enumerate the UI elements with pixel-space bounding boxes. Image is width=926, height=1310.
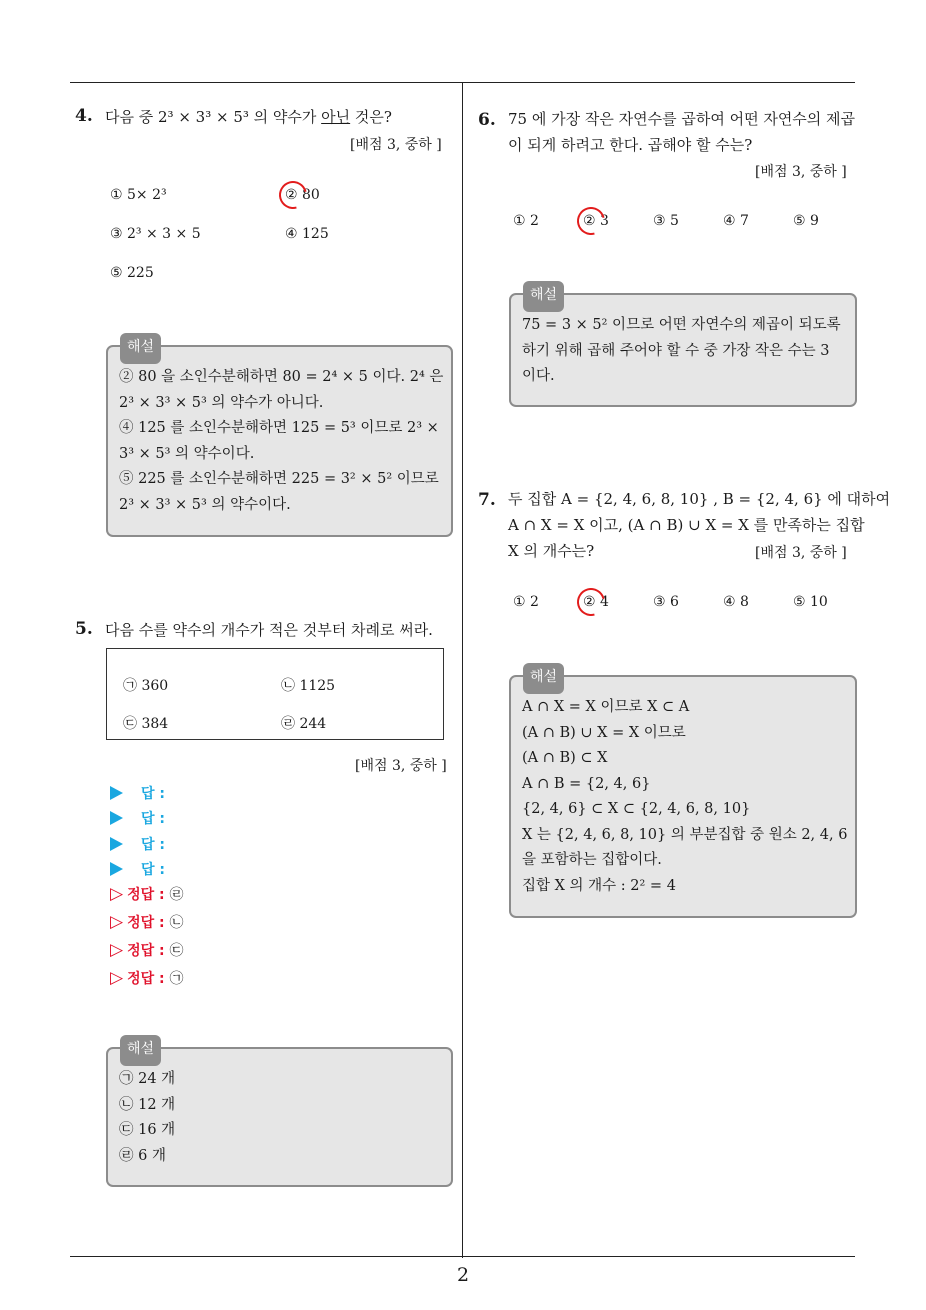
q4-option-5[interactable]: ⑤ 225 [110,265,154,281]
q7-solution-line: A ∩ B = {2, 4, 6} [522,775,651,792]
q5-correct-label: 정답 : [127,971,165,987]
page-number: 2 [456,1264,470,1286]
q5-item: ㉡ 1125 [281,678,336,694]
q4-text-underlined: 아닌 [321,108,351,126]
q5-solution-line: ㉡ 12 개 [119,1096,176,1113]
q4-text-b: 것은? [350,108,392,126]
q5-items-box [106,648,444,740]
q6-solution-line: 이다. [522,368,555,384]
q7-solution-line: A ∩ X = X 이므로 X ⊂ A [522,699,690,715]
q5-item: ㉢ 384 [123,716,169,732]
q4-option-4[interactable]: ④ 125 [285,226,329,242]
q6-solution-box [509,287,857,407]
q7-solution-line: 을 포함하는 집합이다. [522,852,662,868]
q5-correct-answer [110,912,183,932]
q6-number: 6. [478,110,496,130]
q4-solution-line: ⑤ 225 를 소인수분해하면 225 = 3² × 5² 이므로 [119,471,439,487]
q4-solution-line: 3³ × 5³ 의 약수이다. [119,445,255,462]
q4-solution-line: 2³ × 3³ × 5³ 의 약수가 아니다. [119,394,324,411]
q5-correct-answer [110,940,183,960]
q4-option-2[interactable]: ② 80 [285,187,320,203]
q7-option-2[interactable]: ② 4 [583,594,609,610]
q5-solution-tab: 해설 [120,1035,161,1066]
q4-option-1[interactable]: ① 5× 2³ [110,187,167,203]
q5-correct-value: ㉡ [169,915,184,931]
q7-option-5[interactable]: ⑤ 10 [793,594,828,610]
q4-points: [배점 3, 중하 ] [350,137,442,153]
q4-solution-box [106,339,453,537]
q5-answer-label: 답 : [141,837,165,853]
q5-number: 5. [75,619,93,639]
q4-answer-mark [274,176,312,214]
q5-correct-answer [110,968,183,988]
q4-solution-line: ④ 125 를 소인수분해하면 125 = 5³ 이므로 2³ × [119,420,439,436]
q7-answer-mark [572,583,610,621]
q7-solution-box [509,669,857,918]
q4-solution-line: ② 80 을 소인수분해하면 80 = 2⁴ × 5 이다. 2⁴ 은 [119,369,444,385]
q5-correct-value: ㉣ [169,887,184,903]
q5-points: [배점 3, 중하 ] [355,758,447,774]
q7-line2: A ∩ X = X 이고, (A ∩ B) ∪ X = X 를 만족하는 집합 [508,516,865,534]
q7-solution-line: (A ∩ B) ∪ X = X 이므로 [522,724,686,741]
q5-answer-field[interactable] [110,859,165,879]
q5-correct-label: 정답 : [127,915,165,931]
q5-correct-value: ㉢ [169,943,184,959]
q4-text-a: 다음 중 2³ × 3³ × 5³ 의 약수가 [105,108,322,126]
q5-answer-field[interactable] [110,834,165,854]
q6-option-1[interactable]: ① 2 [513,213,539,229]
q7-points: [배점 3, 중하 ] [755,545,847,561]
q4-option-3[interactable]: ③ 2³ × 3 × 5 [110,226,201,242]
play-icon [110,837,123,851]
q5-answer-field[interactable] [110,783,165,803]
q6-option-4[interactable]: ④ 7 [723,213,749,229]
q5-answer-label: 답 : [141,811,165,827]
q7-solution-line: (A ∩ B) ⊂ X [522,750,608,766]
q5-solution-line: ㉣ 6 개 [119,1147,166,1164]
q4-question [105,104,392,130]
q5-answer-label: 답 : [141,862,165,878]
q6-option-2[interactable]: ② 3 [583,213,609,229]
q5-correct-value: ㉠ [169,971,184,987]
q7-solution-line: 집합 X 의 개수 : 2² = 4 [522,877,676,894]
q5-correct-label: 정답 : [127,887,165,903]
q7-line1: 두 집합 A = {2, 4, 6, 8, 10} , B = {2, 4, 6} 에 대하여 [508,490,891,508]
q5-item: ㉠ 360 [123,678,169,694]
q7-number: 7. [478,490,496,510]
play-icon [110,786,123,800]
q6-option-3[interactable]: ③ 5 [653,213,679,229]
triangle-outline-icon: ▷ [110,884,124,904]
q5-question: 다음 수를 약수의 개수가 적은 것부터 차례로 써라. [105,621,433,639]
q4-number: 4. [75,106,93,126]
q5-solution-box [106,1041,453,1187]
q5-item: ㉣ 244 [281,716,327,732]
q6-line2: 이 되게 하려고 한다. 곱해야 할 수는? [508,136,753,154]
triangle-outline-icon: ▷ [110,912,124,932]
q5-correct-answer [110,884,183,904]
column-divider [462,82,463,1258]
q4-solution-tab: 해설 [120,333,161,364]
q7-line3: X 의 개수는? [508,542,595,560]
q5-correct-label: 정답 : [127,943,165,959]
play-icon [110,811,123,825]
q7-solution-line: {2, 4, 6} ⊂ X ⊂ {2, 4, 6, 8, 10} [522,801,751,817]
q4-solution-line: 2³ × 3³ × 5³ 의 약수이다. [119,496,291,513]
triangle-outline-icon: ▷ [110,968,124,988]
q7-option-3[interactable]: ③ 6 [653,594,679,610]
q5-solution-line: ㉢ 16 개 [119,1122,176,1138]
q6-points: [배점 3, 중하 ] [755,164,847,180]
q5-answer-field[interactable] [110,808,165,828]
q6-solution-line: 75 = 3 × 5² 이므로 어떤 자연수의 제곱이 되도록 [522,317,841,333]
q7-solution-tab: 해설 [523,663,564,694]
q5-answer-label: 답 : [141,786,165,802]
q6-solution-line: 하기 위해 곱해 주어야 할 수 중 가장 작은 수는 3 [522,342,830,359]
q6-answer-mark [572,202,610,240]
q7-option-1[interactable]: ① 2 [513,594,539,610]
q7-solution-line: X 는 {2, 4, 6, 8, 10} 의 부분집합 중 원소 2, 4, 6 [522,826,848,843]
q6-solution-tab: 해설 [523,281,564,312]
q5-solution-line: ㉠ 24 개 [119,1071,176,1087]
q7-option-4[interactable]: ④ 8 [723,594,749,610]
q6-line1: 75 에 가장 작은 자연수를 곱하여 어떤 자연수의 제곱 [508,110,856,128]
triangle-outline-icon: ▷ [110,940,124,960]
play-icon [110,862,123,876]
q6-option-5[interactable]: ⑤ 9 [793,213,819,229]
